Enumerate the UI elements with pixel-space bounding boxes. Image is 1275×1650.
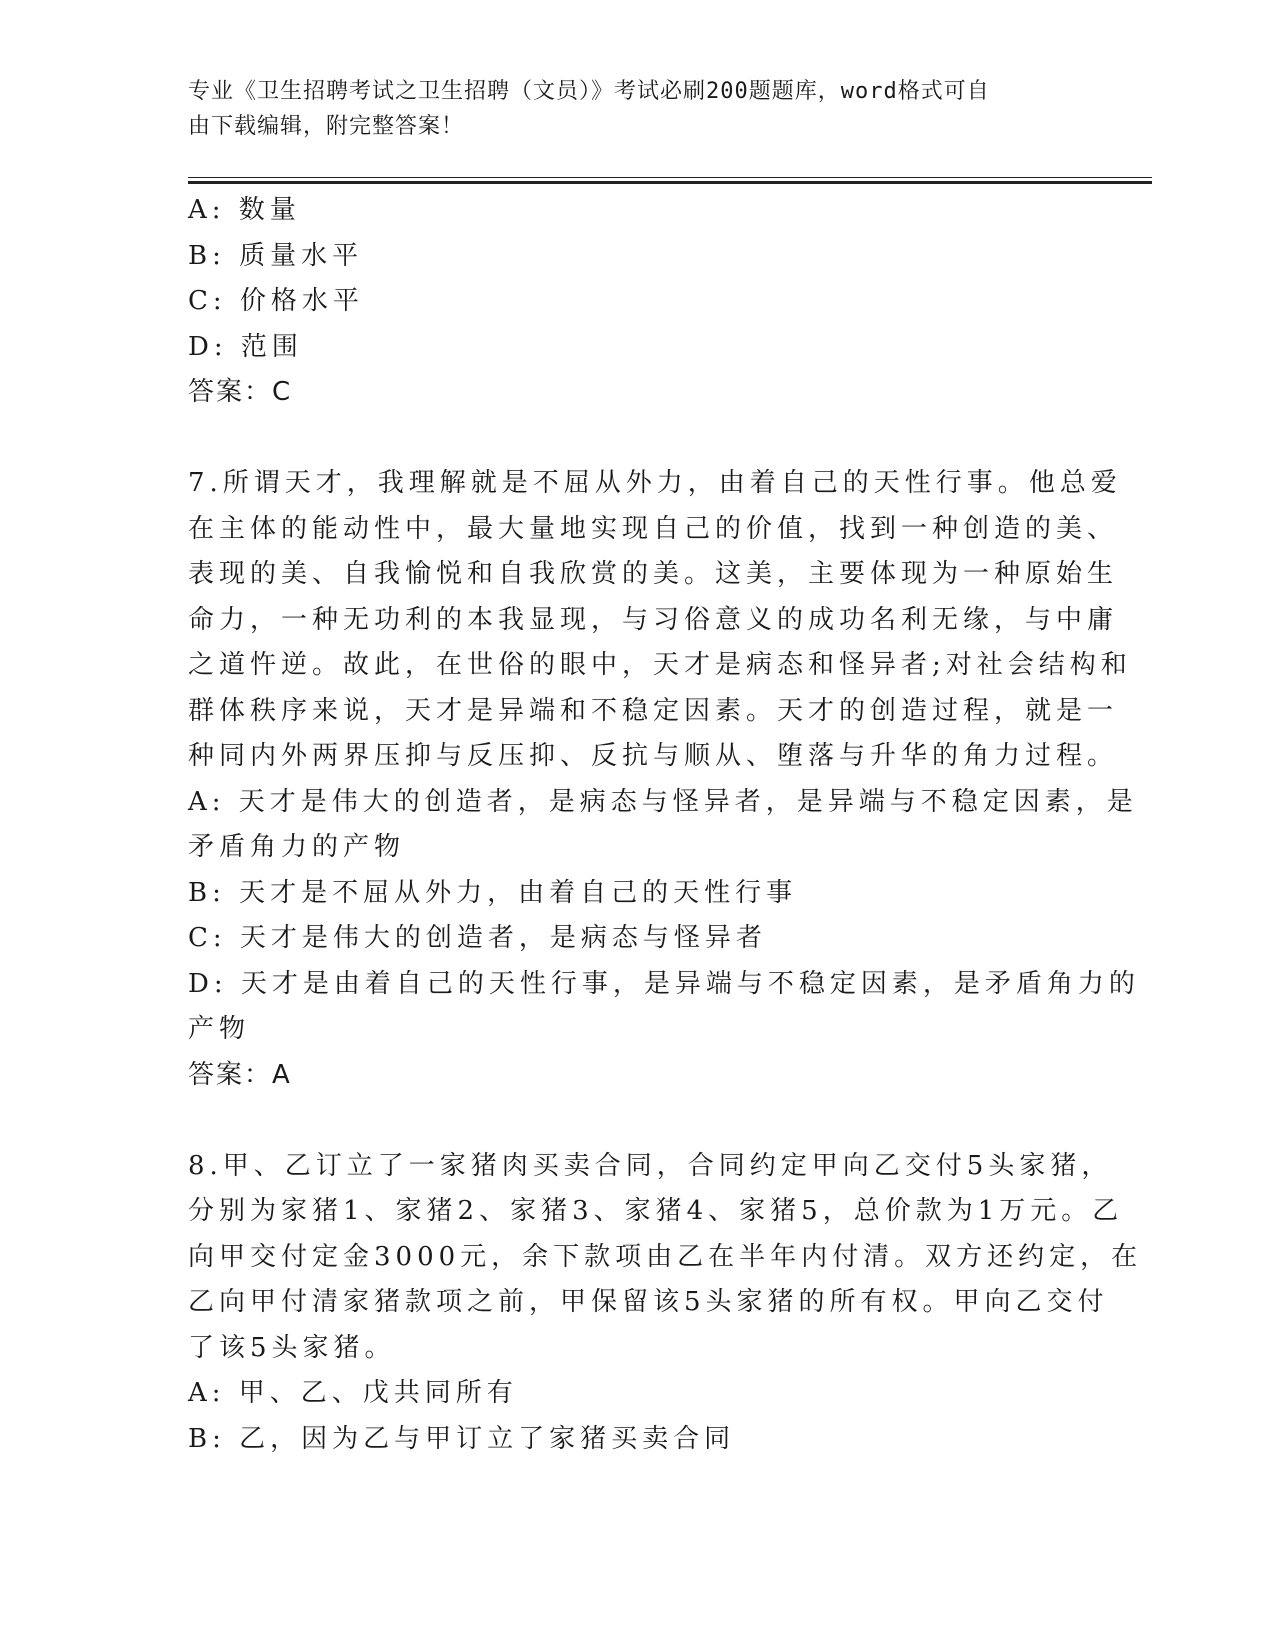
option-c: C: 价格水平 <box>188 286 364 316</box>
question-stem-line: 种同内外两界压抑与反压抑、反抗与顺从、堕落与升华的角力过程。 <box>188 741 1119 771</box>
question-stem-line: 群体秩序来说，天才是异端和不稳定因素。天才的创造过程，就是一 <box>188 695 1119 726</box>
question-stem-line: 向甲交付定金3000元，余下款项由乙在半年内付清。双方还约定，在 <box>188 1241 1143 1272</box>
question-stem-line: 乙向甲付清家猪款项之前，甲保留该5头家猪的所有权。甲向乙交付 <box>188 1287 1109 1317</box>
answer: 答案：A <box>188 1059 292 1090</box>
option-b: B: 质量水平 <box>188 240 364 271</box>
option-b: B: 天才是不屈从外力，由着自己的天性行事 <box>188 877 798 908</box>
question-stem-line: 表现的美、自我愉悦和自我欣赏的美。这美，主要体现为一种原始生 <box>188 559 1119 589</box>
option-a-continued: 矛盾角力的产物 <box>188 832 406 862</box>
question-6 <box>188 188 1088 416</box>
option-a: A: 甲、乙、戊共同所有 <box>188 1378 518 1408</box>
answer: 答案：C <box>188 377 293 407</box>
header-line-1: 专业《卫生招聘考试之卫生招聘（文员）》考试必刷200题题库，word格式可自 <box>188 79 990 104</box>
header-line-2: 由下载编辑，附完整答案！ <box>188 114 465 139</box>
option-b: B: 乙，因为乙与甲订立了家猪买卖合同 <box>188 1423 736 1454</box>
header-divider-thick <box>188 181 1152 184</box>
question-stem-line: 7.所谓天才，我理解就是不屈从外力，由着自己的天性行事。他总爱 <box>188 468 1122 498</box>
option-d: D: 范围 <box>188 331 303 362</box>
option-c: C: 天才是伟大的创造者，是病态与怪异者 <box>188 923 767 953</box>
option-a: A: 数量 <box>188 195 301 225</box>
document-body <box>188 188 1143 1462</box>
option-d-continued: 产物 <box>188 1014 251 1044</box>
option-a: A: 天才是伟大的创造者，是病态与怪异者，是异端与不稳定因素，是 <box>188 786 1138 817</box>
spacer <box>188 416 1088 462</box>
question-stem-line: 命力，一种无功利的本我显现，与习俗意义的成功名利无缘，与中庸 <box>188 604 1119 635</box>
question-stem-line: 8.甲、乙订立了一家猪肉买卖合同，合同约定甲向乙交付5头家猪， <box>188 1150 1113 1181</box>
header-divider-thin <box>188 177 1152 178</box>
question-stem-line: 之道忤逆。故此，在世俗的眼中，天才是病态和怪异者;对社会结构和 <box>188 650 1132 680</box>
document-header <box>188 74 1068 144</box>
spacer <box>188 1098 1088 1144</box>
question-stem-line: 了该5头家猪。 <box>188 1332 396 1363</box>
question-stem-line: 在主体的能动性中，最大量地实现自己的价值，找到一种创造的美、 <box>188 513 1119 544</box>
question-7 <box>188 461 1140 1098</box>
question-stem-line: 分别为家猪1、家猪2、家猪3、家猪4、家猪5，总价款为1万元。乙 <box>188 1196 1124 1226</box>
option-d: D: 天才是由着自己的天性行事，是异端与不稳定因素，是矛盾角力的 <box>188 968 1140 999</box>
question-8 <box>188 1144 1143 1463</box>
